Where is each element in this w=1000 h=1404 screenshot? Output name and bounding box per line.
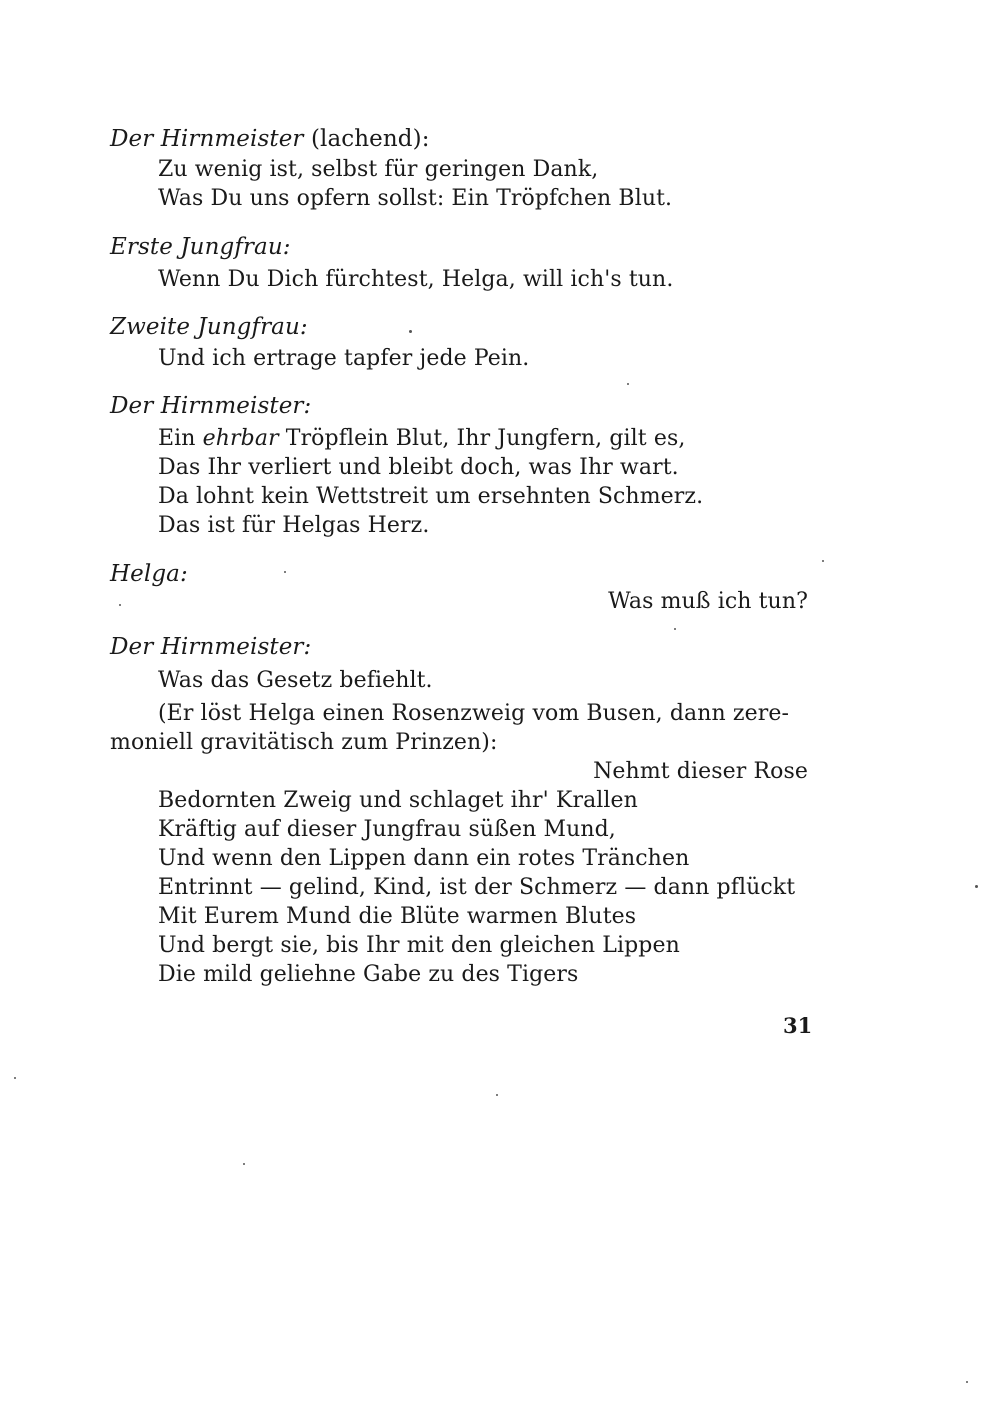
verse-line: Das ist für Helgas Herz. [158, 513, 430, 538]
stage-direction: (lachend): [310, 126, 430, 152]
speaker-line [110, 233, 291, 261]
verse-line: Bedornten Zweig und schlaget ihr' Krallen [158, 788, 638, 813]
verse-text: Ein [158, 426, 196, 451]
speaker-line [110, 125, 430, 153]
verse-line: Entrinnt — gelind, Kind, ist der Schmerz — dann pflückt [158, 875, 796, 900]
emphasized-word: ehrbar [202, 426, 279, 451]
verse-line: Nehmt dieser Rose [593, 759, 808, 784]
scan-speck [627, 383, 629, 385]
verse-line: Zu wenig ist, selbst für geringen Dank, [158, 157, 599, 182]
stage-direction: (Er löst Helga einen Rosenzweig vom Busen, dann zere- [158, 701, 789, 726]
speaker-name: Der Hirnmeister [110, 126, 304, 152]
scan-speck [119, 604, 121, 606]
scan-speck [14, 1077, 16, 1079]
verse-line: Was muß ich tun? [608, 589, 808, 614]
speaker-name: Zweite Jungfrau: [110, 314, 308, 340]
verse-line: Was Du uns opfern sollst: Ein Tröpfchen Blut. [158, 186, 673, 211]
verse-line: Was das Gesetz befiehlt. [158, 668, 433, 693]
verse-line: Das Ihr verliert und bleibt doch, was Ihr wart. [158, 455, 679, 480]
speaker-name: Der Hirnmeister: [110, 393, 312, 419]
speaker-line [110, 313, 308, 341]
verse-line: Und ich ertrage tapfer jede Pein. [158, 346, 530, 371]
verse-line [158, 425, 685, 453]
scan-speck [822, 560, 824, 562]
scan-speck [674, 628, 676, 630]
verse-line: Da lohnt kein Wettstreit um ersehnten Schmerz. [158, 484, 704, 509]
speaker-line [110, 392, 311, 420]
verse-line: Und bergt sie, bis Ihr mit den gleichen Lippen [158, 933, 680, 958]
scan-speck [409, 330, 412, 333]
speaker-name: Der Hirnmeister: [110, 634, 312, 660]
verse-text: Tröpflein Blut, Ihr Jungfern, gilt es, [285, 426, 686, 451]
stage-direction: moniell gravitätisch zum Prinzen): [110, 730, 498, 755]
verse-line: Die mild geliehne Gabe zu des Tigers [158, 962, 579, 987]
speaker-line [110, 560, 188, 588]
verse-line: Kräftig auf dieser Jungfrau süßen Mund, [158, 817, 616, 842]
speaker-name: Erste Jungfrau: [110, 234, 291, 260]
scan-speck [284, 571, 286, 573]
speaker-line [110, 633, 311, 661]
verse-line: Und wenn den Lippen dann ein rotes Tränchen [158, 846, 690, 871]
verse-line: Wenn Du Dich fürchtest, Helga, will ich's tun. [158, 267, 674, 292]
scan-speck [243, 1163, 245, 1165]
scan-speck [975, 885, 978, 888]
verse-line: Mit Eurem Mund die Blüte warmen Blutes [158, 904, 637, 929]
page-number: 31 [783, 1013, 813, 1038]
speaker-name: Helga: [110, 561, 188, 587]
scan-speck [496, 1094, 498, 1096]
scan-speck [966, 1381, 968, 1383]
